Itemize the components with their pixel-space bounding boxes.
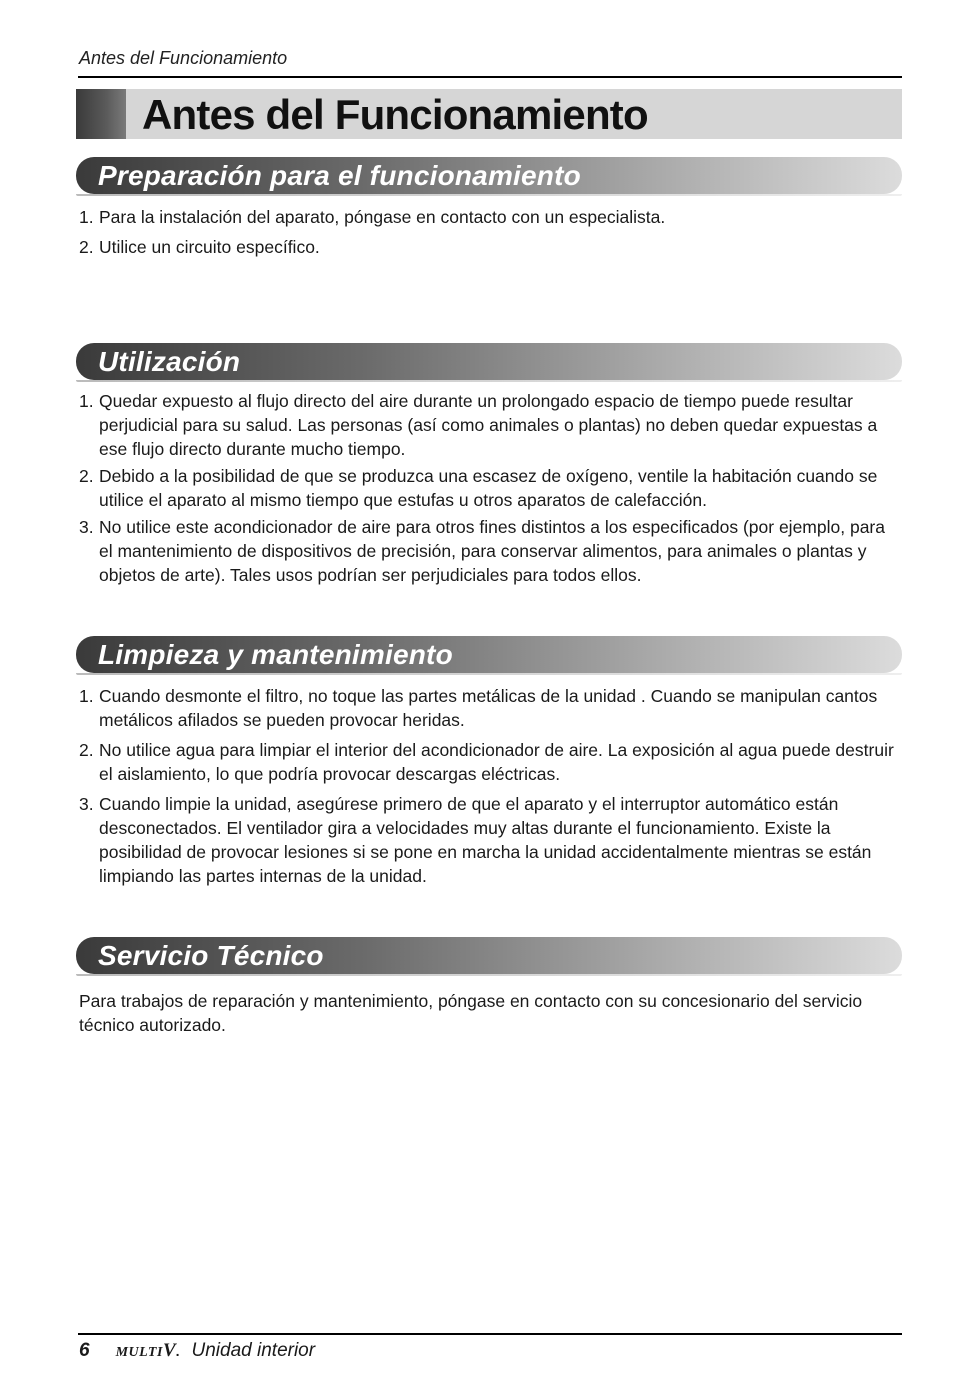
section-heading-bar-limpieza	[76, 636, 902, 673]
list-item	[79, 515, 894, 587]
section-heading-bar-servicio	[76, 937, 902, 974]
title-accent-block	[76, 89, 126, 139]
list-item	[79, 205, 894, 229]
item-text: No utilice agua para limpiar el interior del acondicionador de aire. La exposición al agua puede destruir el aislamiento, lo que podría provocar descargas eléctricas.	[99, 740, 894, 784]
footer-rule	[78, 1333, 902, 1335]
list-item	[79, 235, 894, 259]
item-text: Para la instalación del aparato, póngase en contacto con un especialista.	[99, 207, 666, 227]
section-heading: Limpieza y mantenimiento	[98, 639, 453, 670]
item-text: Debido a la posibilidad de que se produzca una escasez de oxígeno, ventile la habitación cuando se utilice el aparato al mismo tiempo que estufas u otros aparatos de calefacción.	[99, 466, 878, 510]
page-title-bar	[76, 89, 902, 139]
section-heading-bar-utilizacion	[76, 343, 902, 380]
list-item	[79, 792, 894, 888]
item-text: Cuando desmonte el filtro, no toque las partes metálicas de la unidad . Cuando se manipulan cantos metálicos afilados se pueden provocar heridas.	[99, 686, 878, 730]
list-item	[79, 389, 894, 461]
item-text: Cuando limpie la unidad, asegúrese primero de que el aparato y el interruptor automático están desconectados. El ventilador gira a velocidades muy altas durante el funcionamiento. Existe la posibilidad de provocar lesiones si se pone en marcha la unidad accidentalmente mientras se están limpiando las partes internas de la unidad.	[99, 794, 872, 886]
logo-v-text: V	[162, 1340, 176, 1361]
numbered-list-preparacion	[79, 205, 894, 265]
item-number: 1.	[79, 686, 94, 706]
page-number: 6	[79, 1340, 90, 1361]
multi-v-logo	[116, 1340, 180, 1362]
logo-multi-text: MULTI	[115, 1345, 163, 1360]
list-item	[79, 684, 894, 732]
list-item	[79, 464, 894, 512]
item-number: 2.	[79, 237, 94, 257]
numbered-list-limpieza	[79, 684, 894, 894]
item-text: Utilice un circuito específico.	[99, 237, 320, 257]
item-text: No utilice este acondicionador de aire para otros fines distintos a los especificados (por ejemplo, para el mantenimiento de dispositivos de precisión, para conservar alimentos, para animales o plantas y objetos de arte). Tales usos podrían ser perjudiciales para todos ellos.	[99, 517, 885, 585]
section-heading: Preparación para el funcionamiento	[98, 160, 581, 191]
item-number: 1.	[79, 207, 94, 227]
item-number: 3.	[79, 517, 94, 537]
item-number: 2.	[79, 466, 94, 486]
item-number: 3.	[79, 794, 94, 814]
footer-label: Unidad interior	[191, 1340, 316, 1361]
header-rule	[78, 76, 902, 78]
item-text: Quedar expuesto al flujo directo del aire durante un prolongado espacio de tiempo puede resultar perjudicial para su salud. Las personas (así como animales o plantas) no deben quedar expuestas a ese flujo directo durante mucho tiempo.	[99, 391, 878, 459]
item-number: 2.	[79, 740, 94, 760]
running-header: Antes del Funcionamiento	[79, 48, 288, 68]
section-heading: Utilización	[98, 346, 241, 377]
section-heading: Servicio Técnico	[98, 940, 324, 971]
list-item	[79, 738, 894, 786]
item-number: 1.	[79, 391, 94, 411]
page-footer	[79, 1339, 315, 1363]
logo-dot-text: .	[175, 1343, 180, 1359]
numbered-list-utilizacion	[79, 389, 894, 593]
page-title: Antes del Funcionamiento	[142, 91, 648, 138]
section-heading-bar-preparacion	[76, 157, 902, 194]
service-paragraph: Para trabajos de reparación y mantenimiento, póngase en contacto con su concesionario del servicio técnico autorizado.	[79, 991, 863, 1035]
